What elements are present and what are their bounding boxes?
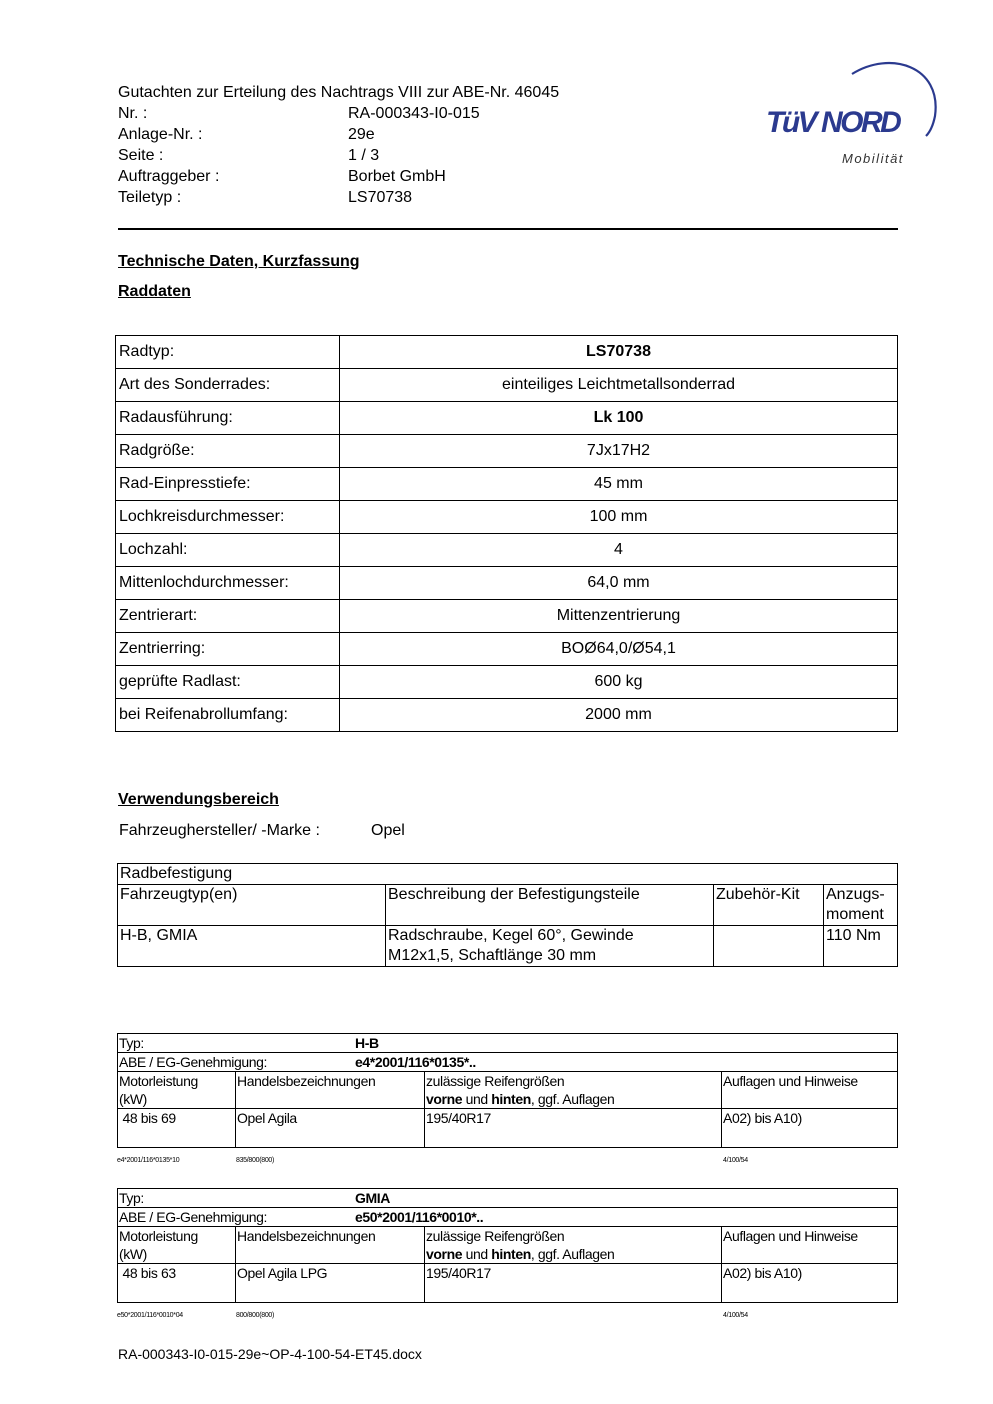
cell-handelsbezeichnung: Opel Agila LPG	[236, 1264, 425, 1303]
table-row	[116, 633, 898, 666]
spec-abe-label: ABE / EG-Genehmigung:	[119, 1209, 268, 1225]
col-header-und: und	[462, 1091, 492, 1107]
raddaten-value: Mittenzentrierung	[340, 600, 898, 633]
raddaten-label: Art des Sonderrades:	[116, 369, 340, 402]
spec-table-hb	[117, 1033, 898, 1148]
cell-hinweise: A02) bis A10)	[722, 1264, 898, 1303]
col-header-motorleistung	[118, 1227, 236, 1264]
col-header-beschreibung: Beschreibung der Befestigungsteile	[386, 885, 714, 926]
raddaten-label: Zentrierart:	[116, 600, 340, 633]
col-header-hinten: hinten	[491, 1246, 531, 1262]
hersteller-value: Opel	[371, 822, 405, 839]
spec-abe-value: e4*2001/116*0135*..	[355, 1054, 476, 1070]
cell-beschreibung-line2: M12x1,5, Schaftlänge 30 mm	[388, 947, 597, 964]
spec-typ-label: Typ:	[119, 1190, 144, 1206]
table-row	[118, 1034, 898, 1053]
cell-hinweise: A02) bis A10)	[722, 1109, 898, 1148]
table-row	[116, 336, 898, 369]
header-label-seite: Seite :	[118, 147, 164, 164]
raddaten-label: Radausführung:	[116, 402, 340, 435]
table-row	[116, 699, 898, 732]
header-value-auftraggeber: Borbet GmbH	[348, 168, 446, 185]
table-row	[116, 666, 898, 699]
header-label-teiletyp: Teiletyp :	[118, 189, 182, 206]
col-header-handelsbezeichnungen: Handelsbezeichnungen	[236, 1227, 425, 1264]
header-label-nr: Nr. :	[118, 105, 148, 122]
col-header-vorne: vorne	[426, 1091, 463, 1107]
table-row	[116, 501, 898, 534]
spec2-mini-code: e50*2001/116*0010*04	[117, 1312, 183, 1319]
raddaten-label: Radgröße:	[116, 435, 340, 468]
raddaten-label: Zentrierring:	[116, 633, 340, 666]
raddaten-value: BOØ64,0/Ø54,1	[340, 633, 898, 666]
cell-beschreibung-line1: Radschraube, Kegel 60°, Gewinde	[388, 927, 634, 944]
footer-filename: RA-000343-I0-015-29e~OP-4-100-54-ET45.docx	[118, 1346, 422, 1362]
hersteller-label: Fahrzeughersteller/ -Marke :	[119, 822, 320, 839]
cell-motorleistung: 48 bis 63	[118, 1264, 236, 1303]
logo-subtitle: Mobilität	[842, 151, 904, 166]
spec2-mini-weights: 800/800(800)	[236, 1312, 275, 1319]
spec-typ-value: GMIA	[355, 1190, 390, 1206]
raddaten-label: Lochzahl:	[116, 534, 340, 567]
table-row	[116, 600, 898, 633]
raddaten-value: LS70738	[340, 336, 898, 369]
col-header-handelsbezeichnungen: Handelsbezeichnungen	[236, 1072, 425, 1109]
col-header-motorleistung-line2: (kW)	[119, 1091, 147, 1107]
cell-handelsbezeichnung: Opel Agila	[236, 1109, 425, 1148]
col-header-reifen-line1: zulässige Reifengrößen	[426, 1228, 565, 1244]
radbefestigung-table	[117, 863, 898, 967]
header-value-nr: RA-000343-I0-015	[348, 105, 480, 122]
col-header-zubehoer: Zubehör-Kit	[714, 885, 824, 926]
spec-abe-row	[118, 1053, 898, 1072]
col-header-reifengroessen	[425, 1227, 722, 1264]
table-row	[116, 567, 898, 600]
table-row	[118, 1227, 898, 1264]
spec-typ-label: Typ:	[119, 1035, 144, 1051]
spec-typ-row	[118, 1189, 898, 1208]
raddaten-label: geprüfte Radlast:	[116, 666, 340, 699]
cell-zubehoer	[714, 926, 824, 967]
header-value-teiletyp: LS70738	[348, 189, 413, 206]
col-header-anzugsmoment	[824, 885, 898, 926]
table-row	[118, 1072, 898, 1109]
col-header-anzugs: Anzugs-	[826, 886, 885, 903]
col-header-motorleistung	[118, 1072, 236, 1109]
col-header-auflagen-suffix: , ggf. Auflagen	[530, 1246, 615, 1262]
table-row	[118, 864, 898, 885]
raddaten-value: 4	[340, 534, 898, 567]
table-row	[116, 369, 898, 402]
section-title-raddaten: Raddaten	[118, 283, 191, 300]
col-header-vorne: vorne	[426, 1246, 463, 1262]
col-header-motorleistung-line2: (kW)	[119, 1246, 147, 1262]
raddaten-value: 100 mm	[340, 501, 898, 534]
col-header-fahrzeugtyp: Fahrzeugtyp(en)	[118, 885, 386, 926]
spec1-mini-lk: 4/100/54	[723, 1157, 748, 1164]
raddaten-value: einteiliges Leichtmetallsonderrad	[340, 369, 898, 402]
raddaten-label: bei Reifenabrollumfang:	[116, 699, 340, 732]
spec-abe-value: e50*2001/116*0010*..	[355, 1209, 484, 1225]
col-header-und: und	[462, 1246, 492, 1262]
table-row	[118, 1053, 898, 1072]
cell-motorleistung: 48 bis 69	[118, 1109, 236, 1148]
spec2-mini-lk: 4/100/54	[723, 1312, 748, 1319]
col-header-motorleistung-line1: Motorleistung	[119, 1228, 198, 1244]
spec-abe-label: ABE / EG-Genehmigung:	[119, 1054, 268, 1070]
col-header-hinten: hinten	[491, 1091, 531, 1107]
table-row	[118, 1264, 898, 1303]
table-row	[116, 435, 898, 468]
cell-reifengroesse: 195/40R17	[425, 1109, 722, 1148]
cell-reifengroesse: 195/40R17	[425, 1264, 722, 1303]
header-label-anlage: Anlage-Nr. :	[118, 126, 203, 143]
spec-typ-row	[118, 1034, 898, 1053]
header-divider	[118, 228, 898, 230]
cell-fahrzeugtyp: H-B, GMIA	[118, 926, 386, 967]
raddaten-table	[115, 335, 898, 732]
spec1-mini-weights: 835/800(800)	[236, 1157, 275, 1164]
header-value-seite: 1 / 3	[348, 147, 380, 164]
cell-anzugsmoment: 110 Nm	[824, 926, 898, 967]
spec1-mini-code: e4*2001/116*0135*10	[117, 1157, 180, 1164]
logo-brand: TüV NORD	[766, 106, 900, 139]
raddaten-value: 7Jx17H2	[340, 435, 898, 468]
section-title-verwendung: Verwendungsbereich	[118, 791, 279, 808]
tuev-nord-logo	[760, 56, 945, 171]
col-header-motorleistung-line1: Motorleistung	[119, 1073, 198, 1089]
raddaten-label: Rad-Einpresstiefe:	[116, 468, 340, 501]
spec-abe-row	[118, 1208, 898, 1227]
col-header-auflagen-suffix: , ggf. Auflagen	[530, 1091, 615, 1107]
raddaten-label: Mittenlochdurchmesser:	[116, 567, 340, 600]
document-title: Gutachten zur Erteilung des Nachtrags VIII zur ABE-Nr. 46045	[118, 84, 560, 101]
col-header-hinweise: Auflagen und Hinweise	[722, 1072, 898, 1109]
table-row	[116, 468, 898, 501]
col-header-hinweise: Auflagen und Hinweise	[722, 1227, 898, 1264]
raddaten-value: 2000 mm	[340, 699, 898, 732]
cell-beschreibung	[386, 926, 714, 967]
raddaten-label: Lochkreisdurchmesser:	[116, 501, 340, 534]
table-row	[118, 1208, 898, 1227]
raddaten-value: Lk 100	[340, 402, 898, 435]
table-row	[118, 1189, 898, 1208]
table-row	[118, 926, 898, 967]
header-label-auftraggeber: Auftraggeber :	[118, 168, 220, 185]
table-row	[118, 885, 898, 926]
section-title-tech: Technische Daten, Kurzfassung	[118, 253, 360, 270]
raddaten-value: 600 kg	[340, 666, 898, 699]
col-header-reifen-line1: zulässige Reifengrößen	[426, 1073, 565, 1089]
table-row	[118, 1109, 898, 1148]
radbefestigung-title: Radbefestigung	[118, 864, 898, 885]
spec-typ-value: H-B	[355, 1035, 379, 1051]
table-row	[116, 534, 898, 567]
spec-table-gmia	[117, 1188, 898, 1303]
table-row	[116, 402, 898, 435]
col-header-reifengroessen	[425, 1072, 722, 1109]
header-value-anlage: 29e	[348, 126, 375, 143]
raddaten-value: 45 mm	[340, 468, 898, 501]
raddaten-value: 64,0 mm	[340, 567, 898, 600]
raddaten-label: Radtyp:	[116, 336, 340, 369]
col-header-moment: moment	[826, 906, 884, 923]
